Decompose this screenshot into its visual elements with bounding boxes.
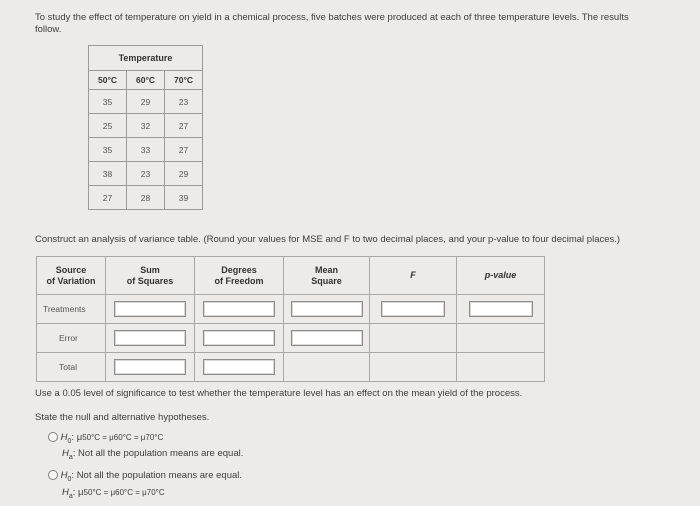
table-cell: 39 — [165, 186, 203, 210]
h0-text: : μ — [71, 432, 83, 443]
header-f: F — [370, 257, 457, 295]
table-cell: 38 — [89, 162, 127, 186]
ha-subscript: a — [68, 492, 73, 500]
table-cell: 27 — [165, 138, 203, 162]
header-sum-line2: of Squares — [126, 275, 174, 286]
f-input[interactable] — [381, 301, 445, 317]
table-cell: 29 — [127, 90, 165, 114]
col-50c: 50°C — [89, 71, 127, 90]
ha-symbol: H — [62, 448, 69, 459]
hypotheses-prompt: State the null and alternative hypotheses. — [35, 412, 210, 423]
table-cell: 23 — [165, 90, 203, 114]
table-cell: 23 — [127, 162, 165, 186]
temperature-header: Temperature — [89, 46, 203, 71]
treatments-df-input[interactable] — [203, 301, 275, 317]
option-a-radio[interactable] — [48, 432, 58, 442]
h0-subscript: 0 — [67, 437, 72, 445]
label-treatments: Treatments — [37, 295, 106, 324]
col-60c: 60°C — [127, 71, 165, 90]
table-cell: 29 — [165, 162, 203, 186]
intro-line-1: To study the effect of temperature on yield in a chemical process, five batches were produced at each of three temperature levels. The results — [35, 12, 629, 23]
header-sum-squares — [106, 257, 195, 295]
error-ms-input[interactable] — [291, 330, 363, 346]
treatments-ss-input[interactable] — [114, 301, 186, 317]
header-source-line1: Source — [55, 264, 87, 275]
ha-text: : Not all the population means are equal. — [72, 448, 244, 459]
empty-cell — [284, 353, 370, 382]
table-cell: 25 — [89, 114, 127, 138]
table-cell: 35 — [89, 90, 127, 114]
h0-subscript: 0 — [67, 475, 72, 483]
header-df-line2: of Freedom — [214, 275, 264, 286]
col-70c: 70°C — [165, 71, 203, 90]
table-row — [89, 138, 203, 162]
temperature-table — [88, 45, 203, 210]
ha-subscript: a — [68, 453, 73, 461]
option-a-h0 — [61, 432, 164, 443]
total-ss-input[interactable] — [114, 359, 186, 375]
header-ms-line1: Mean — [314, 264, 338, 275]
table-row — [89, 90, 203, 114]
treatments-ms-input[interactable] — [291, 301, 363, 317]
p-value-input[interactable] — [469, 301, 533, 317]
table-row — [89, 114, 203, 138]
header-p-value: p-value — [457, 257, 545, 295]
table-cell: 32 — [127, 114, 165, 138]
anova-table — [36, 256, 545, 382]
table-cell: 33 — [127, 138, 165, 162]
empty-cell — [370, 324, 457, 353]
option-a[interactable] — [48, 432, 163, 448]
h0-symbol: H — [60, 470, 68, 481]
header-degrees-freedom — [195, 257, 284, 295]
empty-cell — [457, 324, 545, 353]
table-cell: 28 — [127, 186, 165, 210]
option-b-radio[interactable] — [48, 470, 58, 480]
table-cell: 27 — [89, 186, 127, 210]
option-b-ha — [62, 487, 165, 503]
table-row — [89, 186, 203, 210]
empty-cell — [457, 353, 545, 382]
header-ms-line2: Square — [311, 275, 342, 286]
option-b-h0 — [61, 470, 242, 481]
h0-expression: 50°C = μ60°C = μ70°C — [82, 433, 164, 442]
table-cell: 35 — [89, 138, 127, 162]
row-error — [37, 324, 545, 353]
option-a-ha — [62, 448, 243, 464]
row-treatments — [37, 295, 545, 324]
ha-text: : μ — [72, 487, 84, 498]
header-sum-line1: Sum — [140, 264, 160, 275]
empty-cell — [370, 353, 457, 382]
option-b[interactable] — [48, 470, 242, 486]
error-ss-input[interactable] — [114, 330, 186, 346]
header-mean-square — [284, 257, 370, 295]
h0-symbol: H — [60, 432, 68, 443]
table-cell: 27 — [165, 114, 203, 138]
intro-text — [35, 12, 695, 36]
label-error: Error — [37, 324, 106, 353]
instruction-text: Construct an analysis of variance table. (Round your values for MSE and F to two decimal places, and your p-value to four decimal places.) — [35, 234, 621, 245]
label-total: Total — [37, 353, 106, 382]
header-df-line1: Degrees — [221, 264, 257, 275]
row-total — [37, 353, 545, 382]
h0-text: : Not all the population means are equal. — [71, 470, 243, 481]
ha-expression: 50°C = μ60°C = μ70°C — [83, 488, 165, 497]
header-source-line2: of Variation — [46, 275, 96, 286]
ha-symbol: H — [62, 487, 69, 498]
header-source — [37, 257, 106, 295]
error-df-input[interactable] — [203, 330, 275, 346]
significance-text: Use a 0.05 level of significance to test whether the temperature level has an effect on the mean yield of the process. — [35, 388, 523, 399]
total-df-input[interactable] — [203, 359, 275, 375]
intro-line-2: follow. — [35, 24, 62, 35]
table-row — [89, 162, 203, 186]
